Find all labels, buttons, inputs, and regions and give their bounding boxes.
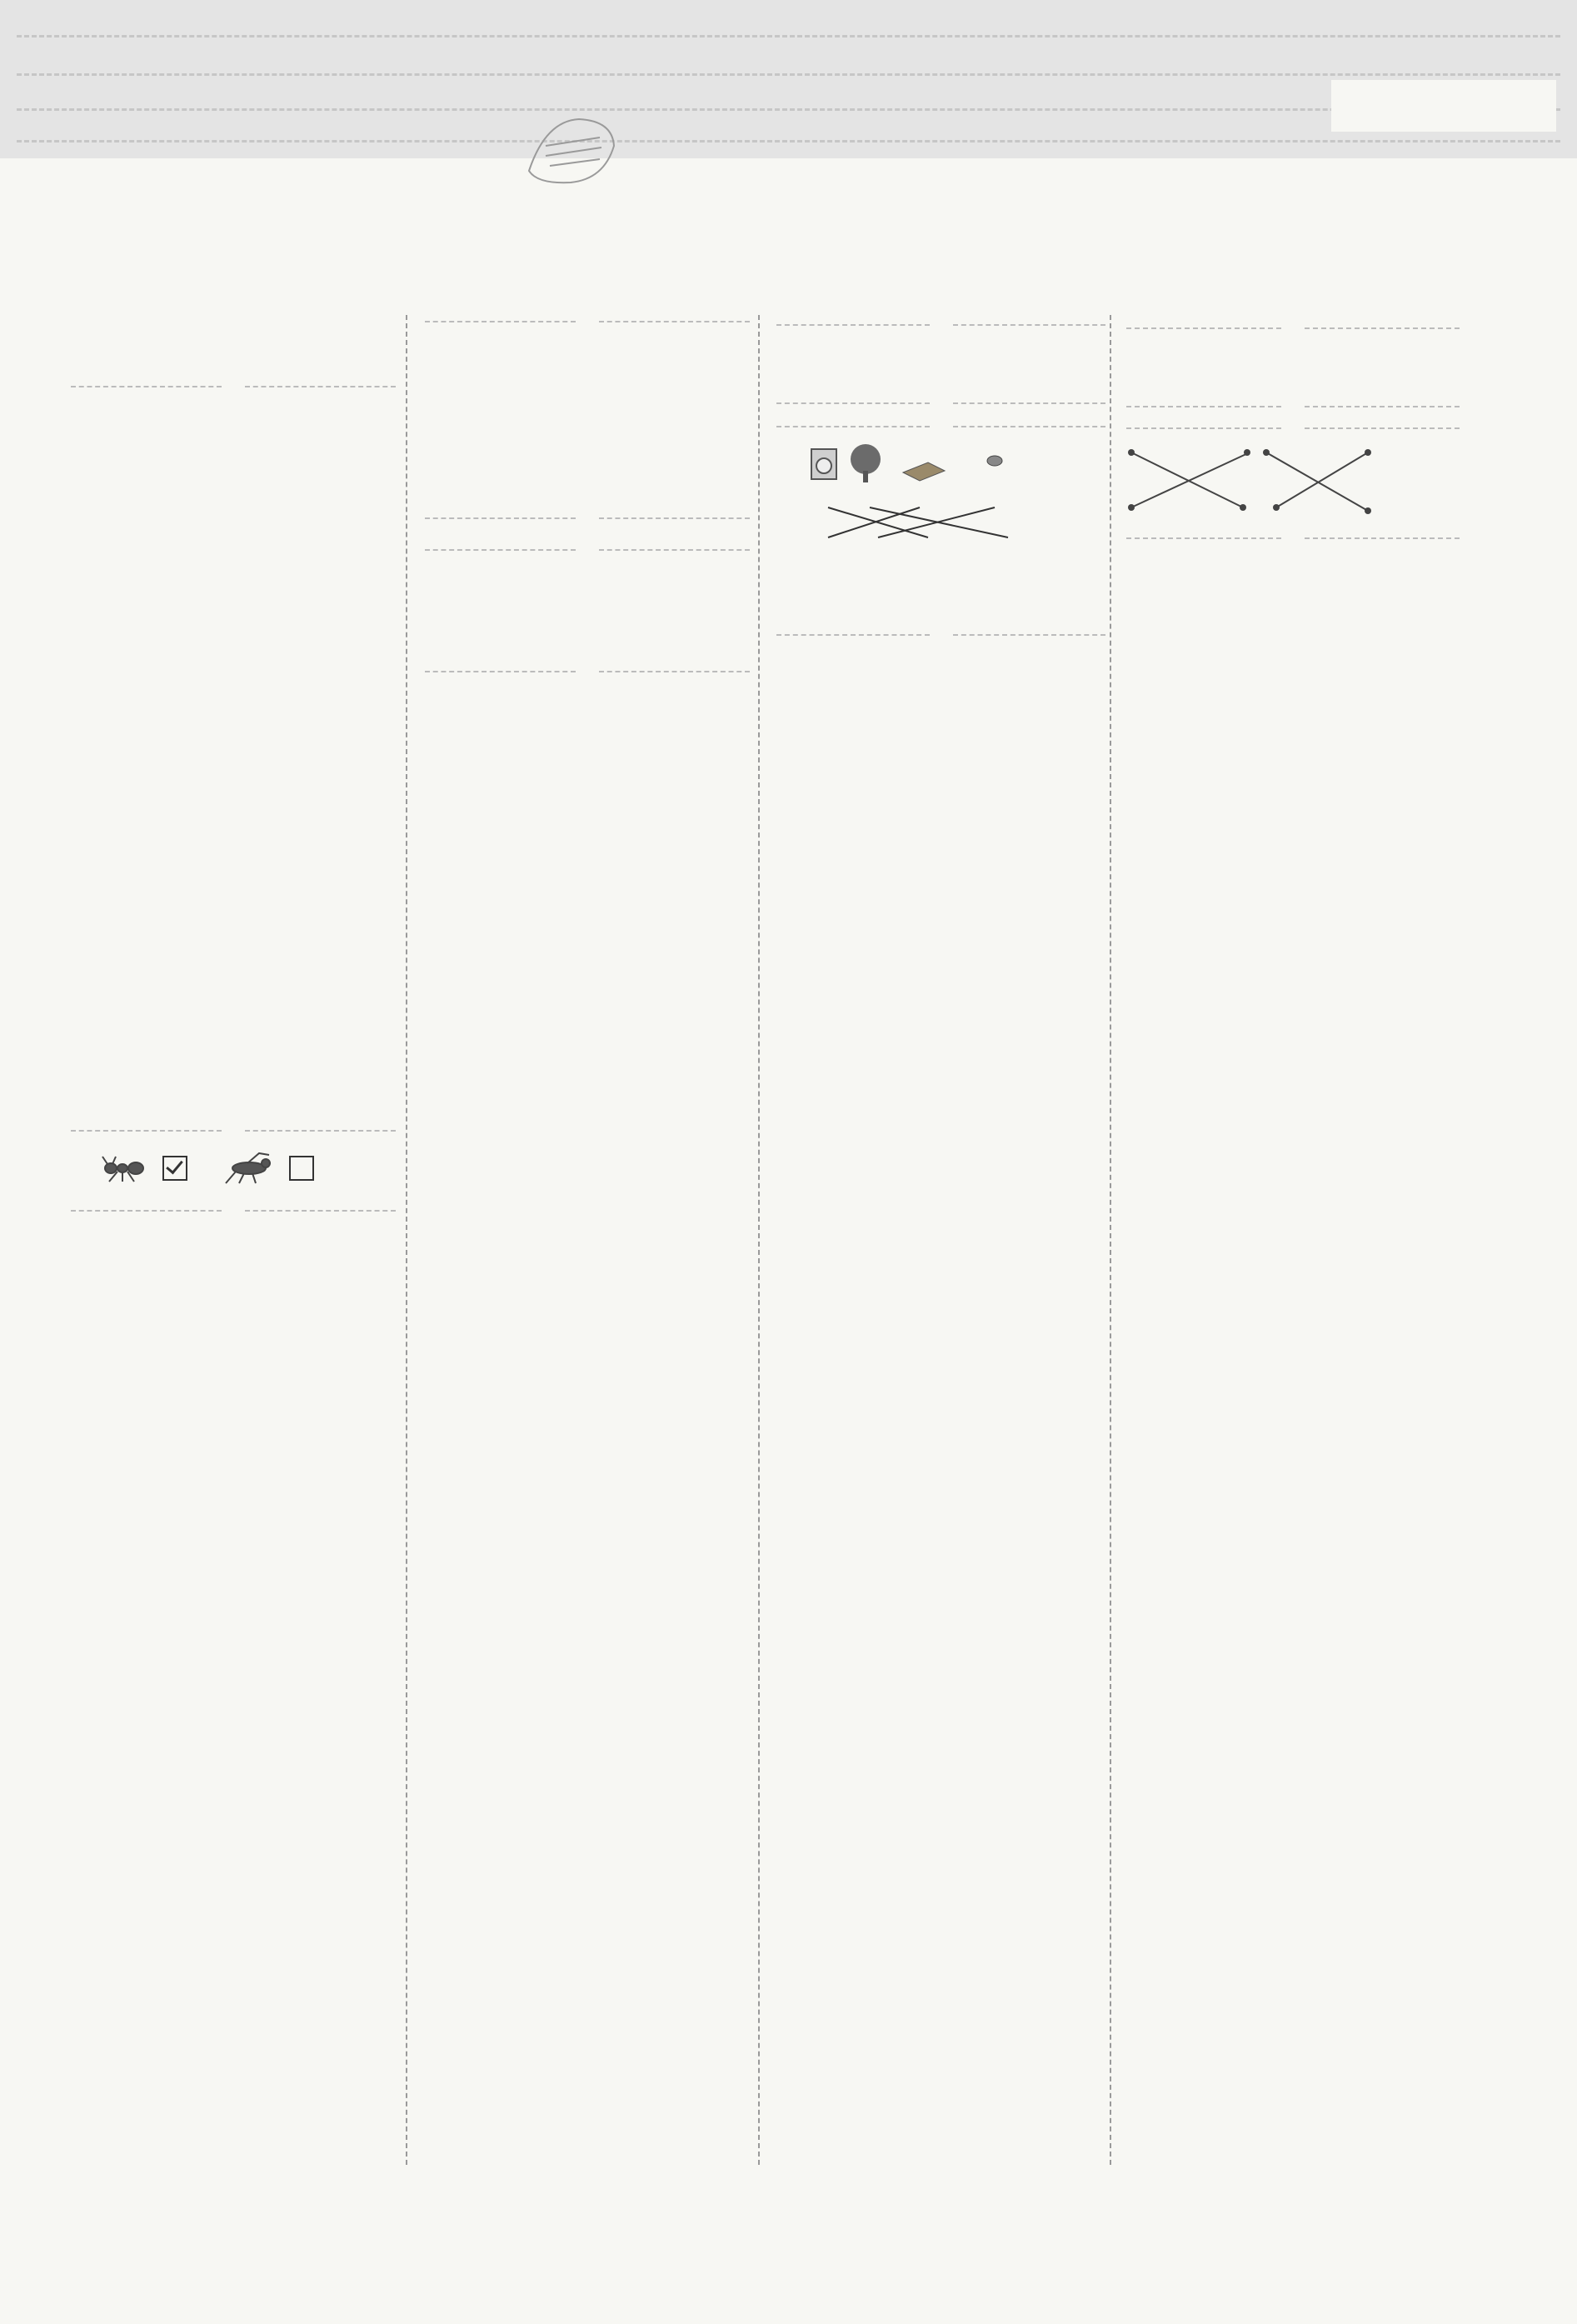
answer-row [71, 587, 396, 624]
answer-value [179, 812, 287, 849]
answer-row [71, 1261, 396, 1298]
answer-value [71, 1748, 179, 1786]
column-divider [1110, 315, 1111, 2165]
answer-value [287, 1373, 396, 1411]
answer-value [179, 1037, 287, 1074]
answer-value [71, 1823, 179, 1861]
answer-value [71, 437, 179, 474]
answer-value [179, 1074, 287, 1112]
answer-value [287, 812, 396, 849]
answer-value [179, 624, 287, 662]
answer-value [287, 699, 396, 737]
answer-row [71, 887, 396, 924]
answer-value [71, 737, 179, 774]
answer-value [179, 1298, 287, 1336]
answer-row [71, 1748, 396, 1786]
answer-value [71, 624, 179, 662]
section-label [776, 426, 1105, 427]
answer-value [287, 1711, 396, 1748]
answer-value [179, 399, 287, 437]
tree-icon [851, 444, 881, 474]
answer-value [287, 924, 396, 962]
answer-value [71, 1261, 179, 1298]
answer-value [179, 962, 287, 999]
answer-value [179, 1411, 287, 1448]
answer-value [179, 1748, 287, 1786]
answer-row [71, 1448, 396, 1486]
answer-value [179, 1786, 287, 1823]
answer-value [71, 1373, 179, 1411]
answer-row [71, 512, 396, 549]
answer-row [71, 962, 396, 999]
answer-value [287, 1336, 396, 1373]
answer-value [71, 1711, 179, 1748]
answer-value [71, 924, 179, 962]
section-label [1126, 427, 1460, 429]
answer-row [71, 1861, 396, 1898]
answer-value [287, 1223, 396, 1261]
answer-value [287, 1298, 396, 1336]
answer-value [179, 1223, 287, 1261]
application-answer [1126, 341, 1460, 391]
answer-value [287, 1786, 396, 1823]
answer-value [179, 1523, 287, 1561]
section-label [425, 671, 750, 672]
answer-value [71, 1636, 179, 1673]
divider [17, 73, 1560, 76]
answer-value [179, 924, 287, 962]
answer-value [179, 1336, 287, 1373]
section-label [1126, 406, 1460, 407]
answer-value [71, 549, 179, 587]
section-label [425, 321, 750, 322]
answer-row [71, 812, 396, 849]
answer-value [179, 1373, 287, 1411]
answer-value [287, 549, 396, 587]
answer-value [179, 849, 287, 887]
answer-row [71, 924, 396, 962]
answer-value [179, 1261, 287, 1298]
header-label [1331, 80, 1556, 132]
answer-row [71, 1037, 396, 1074]
answer-value [71, 1411, 179, 1448]
answer-row [71, 1636, 396, 1673]
answer-value [71, 587, 179, 624]
answer-value [71, 1298, 179, 1336]
answer-value [179, 699, 287, 737]
section-label [776, 402, 1105, 404]
answer-value [179, 437, 287, 474]
answer-value [71, 1336, 179, 1373]
answer-row [71, 1298, 396, 1336]
answer-value [179, 512, 287, 549]
answer-value [287, 1448, 396, 1486]
answer-value [71, 512, 179, 549]
answer-row [71, 849, 396, 887]
answer-value [287, 399, 396, 437]
answer-value [71, 662, 179, 699]
answer-value [287, 999, 396, 1037]
divider [17, 140, 1560, 142]
answer-value [287, 1823, 396, 1861]
application-answer [425, 434, 750, 484]
answer-value [71, 887, 179, 924]
answer-row [71, 1823, 396, 1861]
answer-value [71, 1523, 179, 1561]
application-answer [425, 609, 750, 656]
column-divider [758, 315, 760, 2165]
answer-value [287, 1861, 396, 1898]
answer-value [179, 1823, 287, 1861]
answer-value [71, 1486, 179, 1523]
grasshopper-icon [219, 1152, 274, 1185]
answer-value [287, 1561, 396, 1598]
answer-value [287, 1748, 396, 1786]
matching-figure [776, 439, 1105, 564]
application-answer [71, 1143, 396, 1193]
answer-value [287, 887, 396, 924]
answer-value [287, 1411, 396, 1448]
answer-value [287, 1261, 396, 1298]
answer-value [179, 1598, 287, 1636]
answer-value [179, 662, 287, 699]
unit-title [71, 312, 396, 371]
answer-value [179, 549, 287, 587]
answer-row [71, 474, 396, 512]
answer-value [287, 662, 396, 699]
answer-value [287, 474, 396, 512]
application-answer [776, 564, 1105, 614]
answer-value [287, 774, 396, 812]
answer-row [71, 437, 396, 474]
answer-row [71, 1523, 396, 1561]
section-label [425, 549, 750, 551]
section-label [1126, 327, 1460, 329]
column-2 [425, 312, 750, 2171]
answer-value [287, 587, 396, 624]
answer-value [71, 774, 179, 812]
book-icon [903, 462, 945, 481]
answer-value [287, 1636, 396, 1673]
answer-value [179, 474, 287, 512]
answer-row [71, 1786, 396, 1823]
answer-value [71, 1448, 179, 1486]
header-bar [0, 0, 1577, 158]
answer-value [179, 1711, 287, 1748]
section-label [1126, 537, 1460, 539]
matching-diagram [795, 439, 1103, 564]
answer-value [287, 1598, 396, 1636]
answer-row [71, 549, 396, 587]
answer-value [71, 1223, 179, 1261]
answer-value [287, 1074, 396, 1112]
answer-value [179, 887, 287, 924]
bee-icon [987, 456, 1002, 466]
answer-row [71, 737, 396, 774]
answer-value [71, 474, 179, 512]
application-answer [425, 384, 750, 434]
divider [17, 35, 1560, 37]
answer-value [179, 999, 287, 1037]
answer-value [179, 1448, 287, 1486]
answer-row [71, 774, 396, 812]
answer-row [71, 1373, 396, 1411]
answer-value [71, 1037, 179, 1074]
answer-row [71, 624, 396, 662]
answer-row [71, 1074, 396, 1112]
answer-value [71, 1561, 179, 1598]
answer-row [71, 1223, 396, 1261]
answer-value [287, 1523, 396, 1561]
answer-grid [71, 1223, 396, 1898]
answer-value [179, 1861, 287, 1898]
section-label [425, 517, 750, 519]
application-answer [776, 337, 1105, 387]
answer-value [287, 437, 396, 474]
answer-value [287, 512, 396, 549]
answer-value [71, 812, 179, 849]
answer-value [179, 587, 287, 624]
application-answer [425, 562, 750, 609]
matching-diagram [1126, 444, 1376, 519]
answer-row [71, 399, 396, 437]
answer-value [179, 1673, 287, 1711]
answer-value [287, 1486, 396, 1523]
section-label [71, 1210, 396, 1212]
answer-row [71, 1411, 396, 1448]
ant-icon [101, 1153, 147, 1183]
section-label [776, 634, 1105, 636]
answer-value [71, 849, 179, 887]
answer-value [71, 699, 179, 737]
answer-row [71, 1486, 396, 1523]
divider [17, 108, 1560, 111]
answer-value [71, 1861, 179, 1898]
answer-row [71, 699, 396, 737]
answer-value [179, 774, 287, 812]
column-3 [776, 312, 1105, 2171]
answer-value [179, 1561, 287, 1598]
answer-value [287, 1037, 396, 1074]
column-4 [1126, 312, 1460, 2171]
answer-row [71, 1561, 396, 1598]
answer-value [71, 999, 179, 1037]
answer-value [71, 962, 179, 999]
answer-row [71, 1673, 396, 1711]
section-label [71, 386, 396, 387]
answer-value [287, 624, 396, 662]
check-box [289, 1156, 314, 1181]
match-line [878, 507, 995, 537]
answer-value [287, 737, 396, 774]
answer-value [71, 399, 179, 437]
answer-value [287, 1673, 396, 1711]
answer-row [71, 1336, 396, 1373]
answer-value [179, 737, 287, 774]
answer-value [71, 1673, 179, 1711]
stamp-logo [521, 112, 621, 187]
match-line [1276, 452, 1368, 507]
application-answer [425, 334, 750, 384]
answer-row [71, 1711, 396, 1748]
section-label [71, 1130, 396, 1132]
section-label [776, 324, 1105, 326]
answer-grid [71, 399, 396, 1112]
answer-value [71, 1598, 179, 1636]
answer-row [71, 999, 396, 1037]
check-box [162, 1156, 187, 1181]
column-divider [406, 315, 407, 2165]
answer-value [287, 849, 396, 887]
column-1 [71, 312, 396, 2171]
answer-row [71, 662, 396, 699]
answer-row [71, 1598, 396, 1636]
answer-value [287, 962, 396, 999]
answer-value [71, 1786, 179, 1823]
answer-value [179, 1486, 287, 1523]
answer-value [179, 1636, 287, 1673]
answer-value [71, 1074, 179, 1112]
